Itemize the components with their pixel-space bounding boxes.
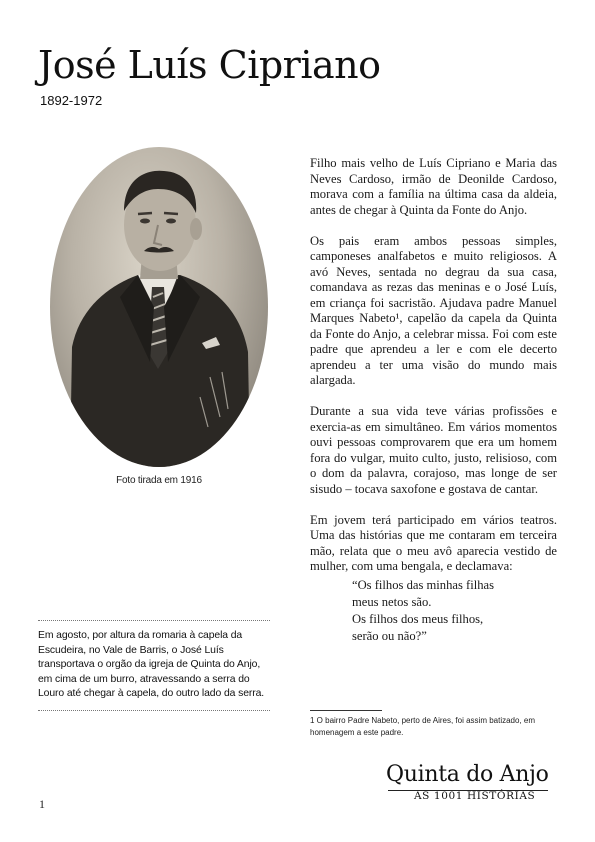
verse-line: meus netos são. <box>352 595 432 609</box>
portrait-photo <box>50 147 268 467</box>
paragraph: Filho mais velho de Luís Cipriano e Maria das Neves Cardoso, irmão de Deonilde Cardoso, morava com a família na última casa da aldeia, antes de chegar à Quinta da Fonte do Anjo. <box>310 156 557 217</box>
logo-subtitle: AS 1001 HISTÓRIAS <box>414 790 536 802</box>
page-number: 1 <box>39 797 45 811</box>
photo-caption: Foto tirada em 1916 <box>116 475 202 486</box>
publication-logo <box>386 762 554 802</box>
paragraph: Os pais eram ambos pessoas simples, camponeses analfabetos e muito religiosos. A avó Neves, sentada no degrau da sua casa, comandava as rezas das meninas e o José Luís, em criança foi sacristão. Ajudava padre Manuel Marques Nabeto¹, capelão da capela da Quinta da Fonte do Anjo, a celebrar missa. Foi com este padre que aprendeu a ler e com ele decerto aprendeu a ter uma visão do mundo mais alargada. <box>310 233 557 387</box>
logo-title: Quinta do Anjo <box>386 762 549 787</box>
verse-quote <box>352 577 557 645</box>
anecdote-text: Em agosto, por altura da romaria à capela da Escudeira, no Vale de Barris, o José Luís transportava o orgão da igreja de Quinta do Anjo, em cima de um burro, atravessando a serra do Louro até chegar à capela, do outro lado da serra. <box>38 630 265 699</box>
verse-line: serão ou não?” <box>352 629 427 643</box>
anecdote-box <box>38 620 270 711</box>
footnote: 1 O bairro Padre Nabeto, perto de Aires, foi assim batizado, em homenagem a este padre. <box>310 716 536 737</box>
paragraph: Durante a sua vida teve várias profissões e exercia-as em simultâneo. Em vários momentos ouvi pessoas comprovarem que era um homem fora do vulgar, muito culto, justo, relisioso, com o dom da palavra, corajoso, mas longe de ser sisudo – tocava saxofone e gostava de cantar. <box>310 404 557 496</box>
footnote-rule <box>310 710 382 711</box>
verse-line: “Os filhos das minhas filhas <box>352 578 495 592</box>
page-title: José Luís Cipriano <box>38 43 381 87</box>
paragraph: Em jovem terá participado em vários teatros. Uma das histórias que me contaram em terceira mão, relata que o meu avô aparecia vestido de mulher, com uma bengala, e declamava: <box>310 512 557 573</box>
verse-line: Os filhos dos meus filhos, <box>352 612 484 626</box>
biography-text <box>310 156 557 645</box>
life-dates: 1892-1972 <box>40 93 103 108</box>
